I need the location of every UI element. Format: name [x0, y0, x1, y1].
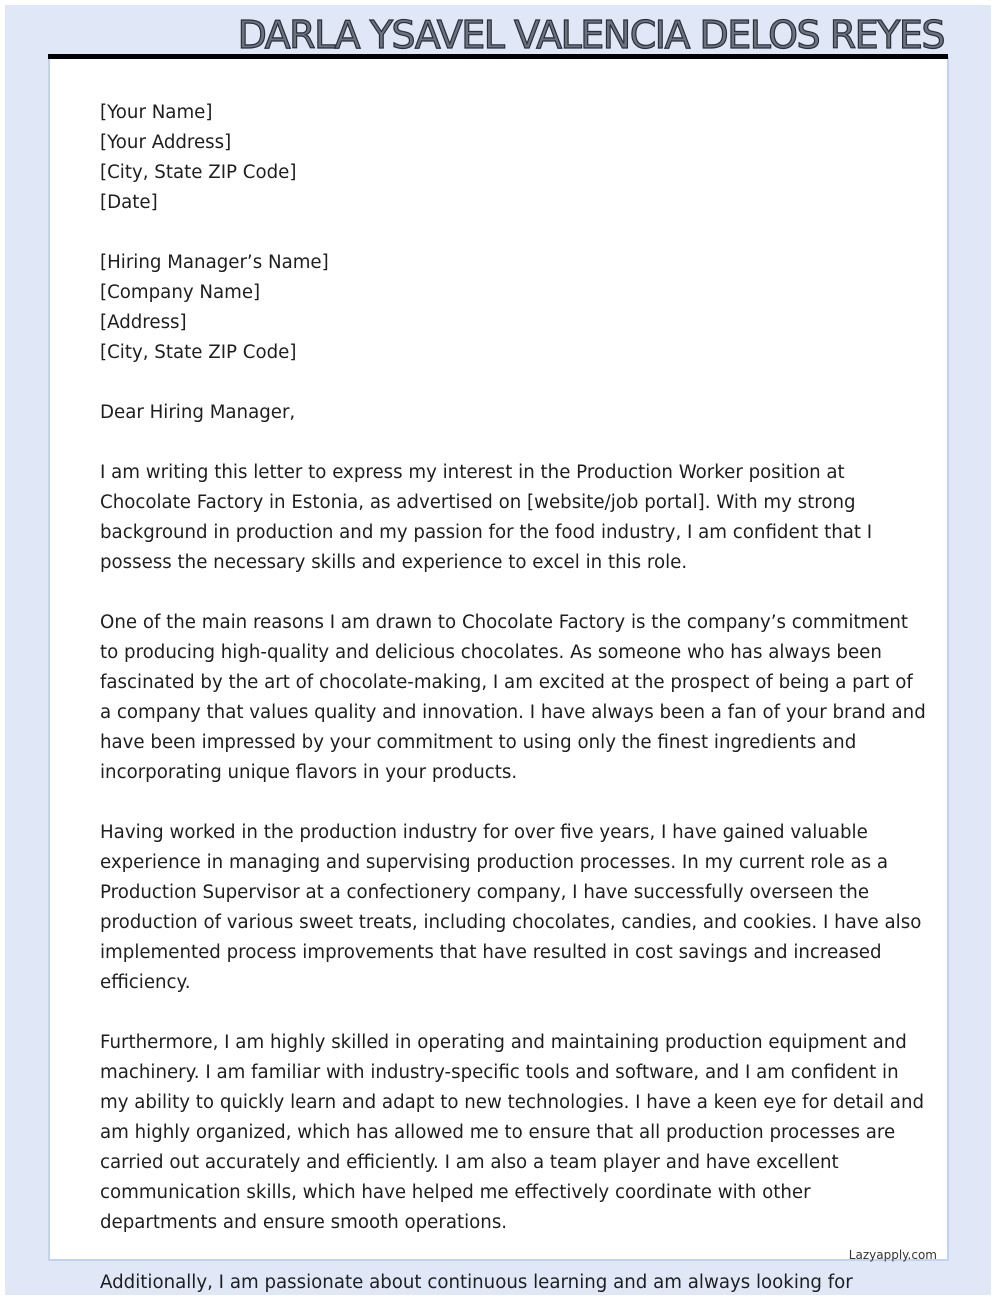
paragraph-line: production of various sweet treats, including chocolates, candies, and cookies. I have also	[100, 912, 922, 933]
paragraph-line: One of the main reasons I am drawn to Chocolate Factory is the company’s commitment	[100, 612, 909, 633]
paragraph-line: to producing high-quality and delicious chocolates. As someone who has always been	[100, 642, 882, 663]
sender-city-state-zip: [City, State ZIP Code]	[100, 162, 297, 183]
paragraph-line: experience in managing and supervising production processes. In my current role as a	[100, 852, 889, 873]
paragraph-line: Chocolate Factory in Estonia, as advertised on [website/job portal]. With my strong	[100, 492, 856, 513]
paragraph-line: communication skills, which have helped me effectively coordinate with other	[100, 1182, 811, 1203]
applicant-name-heading: DARLA YSAVEL VALENCIA DELOS REYES	[237, 13, 944, 57]
paragraph-line: Production Supervisor at a confectionery company, I have successfully overseen the	[100, 882, 870, 903]
lazyapply-watermark: Lazyapply.com	[848, 1248, 937, 1262]
recipient-name: [Hiring Manager’s Name]	[100, 252, 329, 273]
recipient-address: [Address]	[100, 312, 187, 333]
paragraph-line: background in production and my passion for the food industry, I am confident that I	[100, 522, 873, 543]
paragraph-intro	[100, 458, 900, 578]
paragraph-line: a company that values quality and innovation. I have always been a fan of your brand and	[100, 702, 926, 723]
recipient-company: [Company Name]	[100, 282, 261, 303]
paragraph-line: Furthermore, I am highly skilled in operating and maintaining production equipment and	[100, 1032, 907, 1053]
paragraph-line: possess the necessary skills and experience to excel in this role.	[100, 552, 688, 573]
paragraph-line: fascinated by the art of chocolate-making, I am excited at the prospect of being a part of	[100, 672, 913, 693]
recipient-block	[100, 248, 900, 368]
salutation: Dear Hiring Manager,	[100, 402, 296, 423]
paragraph-line: am highly organized, which has allowed me to ensure that all production processes are	[100, 1122, 896, 1143]
paragraph-line: implemented process improvements that have resulted in cost savings and increased	[100, 942, 882, 963]
paragraph-line: departments and ensure smooth operations.	[100, 1212, 508, 1233]
paragraph-line: efficiency.	[100, 972, 191, 993]
sender-address: [Your Address]	[100, 132, 232, 153]
paragraph-line: my ability to quickly learn and adapt to new technologies. I have a keen eye for detail and	[100, 1092, 925, 1113]
letter-body	[100, 98, 926, 1268]
paragraph-line: I am writing this letter to express my interest in the Production Worker position at	[100, 462, 845, 483]
paragraph-motivation	[100, 608, 926, 788]
recipient-city-state-zip: [City, State ZIP Code]	[100, 342, 297, 363]
letter-date: [Date]	[100, 192, 158, 213]
sender-name: [Your Name]	[100, 102, 213, 123]
paragraph-continued-line: Additionally, I am passionate about continuous learning and am always looking for	[100, 1272, 853, 1293]
paragraph-line: carried out accurately and efficiently. I am also a team player and have excellent	[100, 1152, 839, 1173]
paragraph-line: machinery. I am familiar with industry-specific tools and software, and I am confident in	[100, 1062, 899, 1083]
sender-block	[100, 98, 900, 218]
paragraph-line: Having worked in the production industry for over five years, I have gained valuable	[100, 822, 868, 843]
paragraph-experience	[100, 818, 922, 998]
paragraph-line: incorporating unique flavors in your products.	[100, 762, 518, 783]
paragraph-skills	[100, 1028, 925, 1238]
paragraph-line: have been impressed by your commitment to using only the finest ingredients and	[100, 732, 857, 753]
